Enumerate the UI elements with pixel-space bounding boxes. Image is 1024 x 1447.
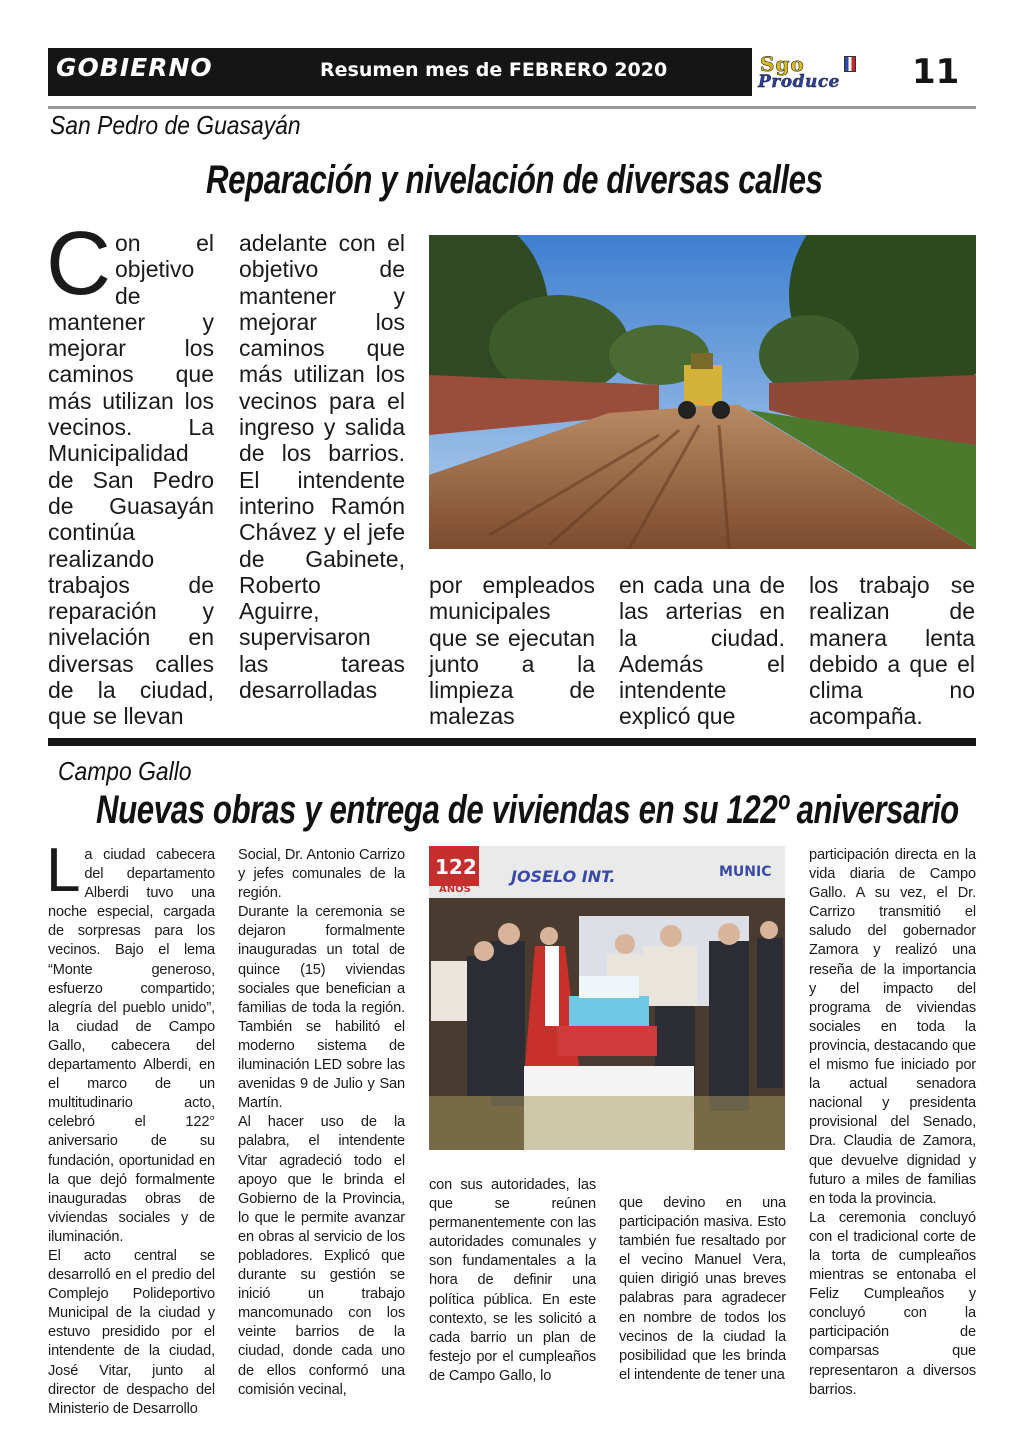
article2-col5-p2: La ceremonia concluyó con el tradicional corte de la torta de cumpleaños mientras se entonaba el Feliz Cumpleaños y concluyó con la participación de comparsas que representaron a diversos barrios. [809, 1209, 976, 1398]
article2-dropcap: L [46, 836, 81, 905]
header-rule [48, 106, 976, 109]
flag-icon [844, 56, 856, 72]
article2-col2-p2: Durante la ceremonia se dejaron formalmente inauguradas un total de quince (15) viviendas sociales que benefician a familias de toda la región. También se habilitó el moderno sistema de iluminación LED sobre las avenidas 9 de Julio y San Martín. [238, 904, 405, 1112]
article2-col2-p1: Social, Dr. Antonio Carrizo y jefes comunales de la región. [238, 847, 405, 902]
article2-column-2 [238, 846, 405, 1400]
logo-bottom-text: Produce [758, 72, 840, 92]
article1-column-3 [429, 572, 595, 730]
sgo-produce-logo [758, 52, 898, 94]
road-grader-photo-art [429, 235, 976, 549]
article2-headline: Nuevas obras y entrega de viviendas en su 122º aniversario [96, 788, 959, 832]
article2-col2-p3: Al hacer uso de la palabra, el intendente Vitar agradeció todo el apoyo que le brinda el Gobierno de la Provincia, lo que le permite avanzar en obras al servicio de los pobladores. Explicó que durante su gestión se inició un trabajo mancomunado con los veinte barrios de la ciudad, donde cada uno de ellos conformó una comisión vecinal, [238, 1114, 405, 1398]
banner-joselo: JOSELO INT. [511, 867, 616, 886]
article2-kicker: Campo Gallo [58, 756, 192, 786]
article2-col3-text: con sus autoridades, las que se reúnen permanentemente con las autoridades comunales y son fundamentales a la hora de definir una política pública. En este contexto, se les solicitó a cada barrio un plan de festejo por el cumpleaños de Campo Gallo, lo [429, 1177, 596, 1384]
anniversary-cake-photo-art [429, 846, 785, 1150]
article1-col4-text: en cada una de las arterias en la ciudad. Además el intendente explicó que [619, 572, 785, 730]
banner-number: 122 [435, 855, 477, 879]
article1-headline: Reparación y nivelación de diversas calles [206, 158, 823, 202]
article2-col1-p2: El acto central se desarrolló en el predio del Complejo Polideportivo Municipal de la ciudad y estuvo presidido por el intendente de la ciudad, José Vitar, junto al director de despacho del Ministerio de Desarrollo [48, 1247, 215, 1417]
article1-col3-text: por empleados municipales que se ejecutan junto a la limpieza de malezas [429, 572, 595, 730]
article1-photo [429, 235, 976, 549]
banner-years: AÑOS [439, 884, 471, 895]
article1-column-1 [46, 214, 214, 730]
article1-column-4 [619, 572, 785, 730]
article1-column-5 [809, 572, 975, 730]
article1-col5-text: los trabajo se realizan de manera lenta debido a que el clima no acompaña. [809, 572, 975, 730]
article2-photo [429, 846, 785, 1150]
article1-col1-text: on el objetivo de mantener y mejorar los caminos que más utilizan los vecinos. La Municipalidad de San Pedro de Guasayán continúa realizando trabajos de reparación y nivelación en diversas calles de la ciudad, que se llevan [48, 230, 214, 730]
article1-kicker: San Pedro de Guasayán [50, 110, 301, 140]
issue-summary: Resumen mes de FEBRERO 2020 [320, 59, 668, 81]
section-title: GOBIERNO [56, 53, 213, 82]
header-band [48, 48, 752, 96]
article1-column-2 [239, 230, 405, 703]
article2-col4-text: que devino en una participación masiva. Esto también fue resaltado por el vecino Manuel Vera, quien dirigió unas breves palabras para agradecer en nombre de todos los vecinos de la ciudad la posibilidad que les brinda el intendente de tener una [619, 1195, 786, 1383]
article2-column-3 [429, 1176, 596, 1386]
article2-col5-p1: participación directa en la vida diaria de Campo Gallo. A su vez, el Dr. Carrizo transmitió el saludo del gobernador Zamora y realizó una reseña de la importancia y del impacto del programa de viviendas sociales en toda la provincia, destacando que el mismo fue iniciado por la actual senadora nacional y presidenta provisional del Senado, Dra. Claudia de Zamora, que devuelve dignidad y futuro a miles de familias en toda la provincia. [809, 847, 976, 1207]
article2-column-4 [619, 1194, 786, 1385]
page-number: 11 [912, 52, 960, 92]
article-divider [48, 738, 976, 746]
logo-top-text: Sgo [760, 52, 805, 76]
article2-col1-text: a ciudad cabecera del departamento Alberdi tuvo una noche especial, cargada de sorpresas para los vecinos. Bajo el lema “Monte generoso, esfuerzo compartido; alegría del pueblo unido”, la ciudad de Campo Gallo, cabecera del departamento Alberdi, en el marco de un multitudinario acto, celebró el 122° aniversario de su fundación, oportunidad en la que dejó formalmente inauguradas obras de viviendas sociales y de iluminación. [48, 847, 215, 1245]
article1-dropcap: C [46, 214, 111, 314]
banner-munic: MUNIC [719, 864, 772, 880]
page-header [48, 48, 976, 96]
article2-column-5 [809, 846, 976, 1400]
article1-col2-text: adelante con el objetivo de mantener y mejorar los caminos que más utilizan los vecinos para el ingreso y salida de los barrios. El intendente interino Ramón Chávez y el jefe de Gabinete, Roberto Aguirre, supervisaron las tareas desarrolladas [239, 230, 405, 704]
article2-column-1 [46, 836, 215, 1419]
